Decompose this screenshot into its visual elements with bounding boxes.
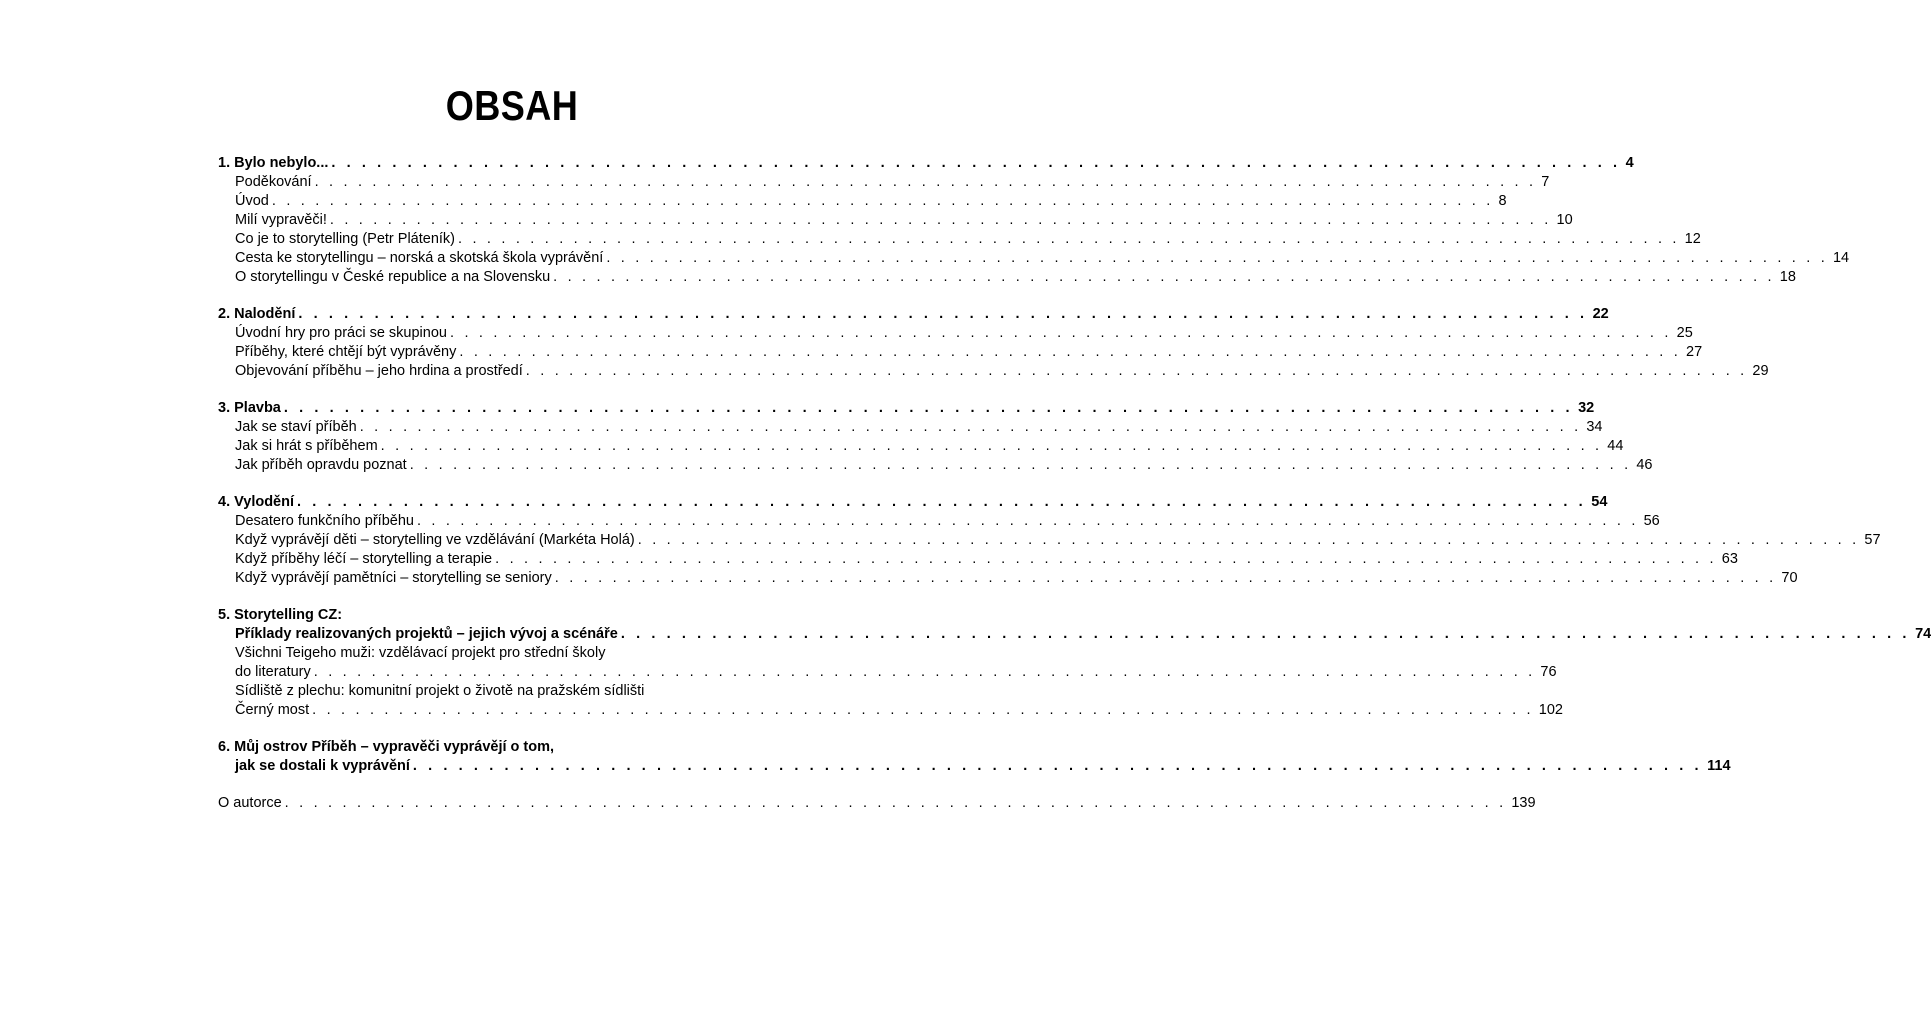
toc-section-3 bbox=[218, 399, 1653, 475]
entry-title: Milí vypravěči! bbox=[235, 212, 327, 228]
dot-leader: . . . . . . . . . . . . . . . . . . . . . . . . . . . . . . . . . . . . . . . . . . . . . . . . . . . . . . . . . . . . . . . . . . . . . . . . . . . . . . . . . . . . . bbox=[409, 457, 1632, 473]
toc-entry[interactable] bbox=[218, 249, 1850, 268]
page-number: 139 bbox=[1511, 795, 1536, 811]
entry-title: Příběhy, které chtějí být vyprávěny bbox=[235, 344, 457, 360]
dot-leader: . . . . . . . . . . . . . . . . . . . . . . . . . . . . . . . . . . . . . . . . . . . . . . . . . . . . . . . . . . . . . . . . . . . . . . . . . . . . . . . . . . . . . bbox=[283, 400, 1574, 416]
dot-leader: . . . . . . . . . . . . . . . . . . . . . . . . . . . . . . . . . . . . . . . . . . . . . . . . . . . . . . . . . . . . . . . . . . . . . . . . . . . . . . . . . . . . . bbox=[412, 758, 1703, 774]
dot-leader: . . . . . . . . . . . . . . . . . . . . . . . . . . . . . . . . . . . . . . . . . . . . . . . . . . . . . . . . . . . . . . . . . . . . . . . . . . . . . . . . . . . . . bbox=[284, 795, 1507, 811]
page-number: 114 bbox=[1707, 758, 1731, 774]
page-number: 10 bbox=[1556, 212, 1573, 228]
chapter-title: Příklady realizovaných projektů – jejich vývoj a scénáře bbox=[235, 626, 618, 642]
entry-title: Jak si hrát s příběhem bbox=[235, 438, 378, 454]
entry-title: Jak příběh opravdu poznat bbox=[235, 457, 407, 473]
page-number: 18 bbox=[1779, 269, 1796, 285]
chapter-title: 3. Plavba bbox=[218, 400, 281, 416]
toc-chapter-heading[interactable] bbox=[218, 399, 1595, 418]
toc-entry[interactable] bbox=[218, 343, 1703, 362]
toc-entry[interactable] bbox=[218, 268, 1796, 287]
dot-leader: . . . . . . . . . . . . . . . . . . . . . . . . . . . . . . . . . . . . . . . . . . . . . . . . . . . . . . . . . . . . . . . . . . . . . . . . . . . . . . . . . . . . . bbox=[449, 325, 1672, 341]
entry-title: Když vyprávějí pamětníci – storytelling se seniory bbox=[235, 570, 552, 586]
page-number: 46 bbox=[1636, 457, 1653, 473]
chapter-title: 1. Bylo nebylo... bbox=[218, 155, 329, 171]
page-number: 102 bbox=[1538, 702, 1563, 718]
page-number: 7 bbox=[1541, 174, 1550, 190]
dot-leader: . . . . . . . . . . . . . . . . . . . . . . . . . . . . . . . . . . . . . . . . . . . . . . . . . . . . . . . . . . . . . . . . . . . . . . . . . . . . . . . . . . . . . bbox=[554, 570, 1777, 586]
dot-leader: . . . . . . . . . . . . . . . . . . . . . . . . . . . . . . . . . . . . . . . . . . . . . . . . . . . . . . . . . . . . . . . . . . . . . . . . . . . . . . . . . . . . . bbox=[637, 532, 1860, 548]
dot-leader: . . . . . . . . . . . . . . . . . . . . . . . . . . . . . . . . . . . . . . . . . . . . . . . . . . . . . . . . . . . . . . . . . . . . . . . . . . . . . . . . . . . . . bbox=[606, 250, 1828, 266]
entry-title-line1[interactable]: Všichni Teigeho muži: vzdělávací projekt pro střední školy bbox=[235, 645, 606, 661]
dot-leader: . . . . . . . . . . . . . . . . . . . . . . . . . . . . . . . . . . . . . . . . . . . . . . . . . . . . . . . . . . . . . . . . . . . . . . . . . . . . . . . . . . . . . bbox=[271, 193, 1494, 209]
entry-title: Cesta ke storytellingu – norská a skotská škola vyprávění bbox=[235, 250, 604, 266]
toc-entry[interactable] bbox=[218, 324, 1693, 343]
page-number: 22 bbox=[1592, 306, 1609, 322]
page-number: 63 bbox=[1721, 551, 1738, 567]
page-number: 74 bbox=[1915, 626, 1931, 642]
page-number: 14 bbox=[1832, 250, 1850, 266]
page-number: 25 bbox=[1676, 325, 1693, 341]
chapter-title-line1[interactable]: 6. Můj ostrov Příběh – vypravěči vyprávějí o tom, bbox=[218, 739, 555, 755]
toc-entry[interactable] bbox=[218, 192, 1507, 211]
toc-section-2 bbox=[218, 305, 1769, 381]
toc-chapter-heading[interactable] bbox=[218, 305, 1609, 324]
toc-section-6 bbox=[218, 738, 1731, 776]
page-number: 29 bbox=[1752, 363, 1769, 379]
toc-chapter-heading[interactable] bbox=[218, 493, 1608, 512]
entry-title-line1[interactable]: Sídliště z plechu: komunitní projekt o životě na pražském sídlišti bbox=[235, 683, 645, 699]
toc-entry[interactable] bbox=[218, 550, 1738, 569]
dot-leader: . . . . . . . . . . . . . . . . . . . . . . . . . . . . . . . . . . . . . . . . . . . . . . . . . . . . . . . . . . . . . . . . . . . . . . . . . . . . . . . . . . . . . bbox=[620, 626, 1911, 642]
toc-entry[interactable] bbox=[218, 701, 1563, 720]
dot-leader: . . . . . . . . . . . . . . . . . . . . . . . . . . . . . . . . . . . . . . . . . . . . . . . . . . . . . . . . . . . . . . . . . . . . . . . . . . . . . . . . . . . . . bbox=[331, 155, 1621, 171]
toc-entry[interactable] bbox=[218, 211, 1573, 230]
toc-entry[interactable] bbox=[218, 569, 1798, 588]
page-number: 76 bbox=[1540, 664, 1557, 680]
entry-title: Úvod bbox=[235, 193, 269, 209]
entry-title: Poděkování bbox=[235, 174, 312, 190]
page-number: 12 bbox=[1684, 231, 1701, 247]
dot-leader: . . . . . . . . . . . . . . . . . . . . . . . . . . . . . . . . . . . . . . . . . . . . . . . . . . . . . . . . . . . . . . . . . . . . . . . . . . . . . . . . . . . . . bbox=[459, 344, 1681, 360]
page-number: 54 bbox=[1591, 494, 1608, 510]
entry-title: O storytellingu v České republice a na Slovensku bbox=[235, 269, 551, 285]
dot-leader: . . . . . . . . . . . . . . . . . . . . . . . . . . . . . . . . . . . . . . . . . . . . . . . . . . . . . . . . . . . . . . . . . . . . . . . . . . . . . . . . . . . . . bbox=[359, 419, 1582, 435]
toc-entry[interactable] bbox=[218, 531, 1881, 550]
chapter-title: 2. Nalodění bbox=[218, 306, 296, 322]
page-number: 44 bbox=[1607, 438, 1624, 454]
page-number: 34 bbox=[1586, 419, 1603, 435]
page-number: 57 bbox=[1864, 532, 1881, 548]
dot-leader: . . . . . . . . . . . . . . . . . . . . . . . . . . . . . . . . . . . . . . . . . . . . . . . . . . . . . . . . . . . . . . . . . . . . . . . . . . . . . . . . . . . . . bbox=[314, 174, 1537, 190]
toc-chapter-heading[interactable] bbox=[218, 154, 1634, 173]
dot-leader: . . . . . . . . . . . . . . . . . . . . . . . . . . . . . . . . . . . . . . . . . . . . . . . . . . . . . . . . . . . . . . . . . . . . . . . . . . . . . . . . . . . . . bbox=[380, 438, 1603, 454]
toc-entry[interactable] bbox=[218, 437, 1624, 456]
entry-title: Když příběhy léčí – storytelling a terapie bbox=[235, 551, 493, 567]
chapter-title-line1[interactable]: 5. Storytelling CZ: bbox=[218, 607, 343, 623]
page-number: 56 bbox=[1643, 513, 1660, 529]
toc-entry[interactable] bbox=[218, 512, 1660, 531]
toc-entry[interactable] bbox=[218, 418, 1603, 437]
entry-title: Černý most bbox=[235, 702, 310, 718]
chapter-title: 4. Vylodění bbox=[218, 494, 295, 510]
entry-title: O autorce bbox=[218, 795, 282, 811]
dot-leader: . . . . . . . . . . . . . . . . . . . . . . . . . . . . . . . . . . . . . . . . . . . . . . . . . . . . . . . . . . . . . . . . . . . . . . . . . . . . . . . . . . . . . bbox=[553, 269, 1775, 285]
page-number: 27 bbox=[1686, 344, 1703, 360]
toc-section-1 bbox=[218, 154, 1850, 287]
page-number: 70 bbox=[1781, 570, 1798, 586]
toc-entry[interactable] bbox=[218, 663, 1557, 682]
chapter-title: jak se dostali k vyprávění bbox=[235, 758, 410, 774]
toc-chapter-heading[interactable] bbox=[218, 625, 1931, 644]
entry-title: Desatero funkčního příběhu bbox=[235, 513, 414, 529]
page-title: OBSAH bbox=[445, 82, 579, 129]
entry-title: Co je to storytelling (Petr Pláteník) bbox=[235, 231, 456, 247]
dot-leader: . . . . . . . . . . . . . . . . . . . . . . . . . . . . . . . . . . . . . . . . . . . . . . . . . . . . . . . . . . . . . . . . . . . . . . . . . . . . . . . . . . . . . bbox=[312, 702, 1534, 718]
dot-leader: . . . . . . . . . . . . . . . . . . . . . . . . . . . . . . . . . . . . . . . . . . . . . . . . . . . . . . . . . . . . . . . . . . . . . . . . . . . . . . . . . . . . . bbox=[297, 494, 1587, 510]
toc-entry[interactable] bbox=[218, 230, 1701, 249]
page-number: 4 bbox=[1625, 155, 1634, 171]
page-number: 8 bbox=[1498, 193, 1507, 209]
entry-title: Úvodní hry pro práci se skupinou bbox=[235, 325, 447, 341]
entry-title: do literatury bbox=[235, 664, 311, 680]
dot-leader: . . . . . . . . . . . . . . . . . . . . . . . . . . . . . . . . . . . . . . . . . . . . . . . . . . . . . . . . . . . . . . . . . . . . . . . . . . . . . . . . . . . . . bbox=[525, 363, 1748, 379]
toc-entry[interactable] bbox=[218, 362, 1769, 381]
dot-leader: . . . . . . . . . . . . . . . . . . . . . . . . . . . . . . . . . . . . . . . . . . . . . . . . . . . . . . . . . . . . . . . . . . . . . . . . . . . . . . . . . . . . . bbox=[329, 212, 1552, 228]
toc-entry[interactable] bbox=[218, 456, 1653, 475]
dot-leader: . . . . . . . . . . . . . . . . . . . . . . . . . . . . . . . . . . . . . . . . . . . . . . . . . . . . . . . . . . . . . . . . . . . . . . . . . . . . . . . . . . . . . bbox=[313, 664, 1536, 680]
toc-section-5 bbox=[218, 606, 1931, 720]
table-of-contents bbox=[218, 154, 1931, 813]
entry-title: Když vyprávějí děti – storytelling ve vzdělávání (Markéta Holá) bbox=[235, 532, 635, 548]
dot-leader: . . . . . . . . . . . . . . . . . . . . . . . . . . . . . . . . . . . . . . . . . . . . . . . . . . . . . . . . . . . . . . . . . . . . . . . . . . . . . . . . . . . . . bbox=[495, 551, 1717, 567]
entry-title: Jak se staví příběh bbox=[235, 419, 357, 435]
page-number: 32 bbox=[1578, 400, 1595, 416]
toc-entry[interactable] bbox=[218, 173, 1550, 192]
dot-leader: . . . . . . . . . . . . . . . . . . . . . . . . . . . . . . . . . . . . . . . . . . . . . . . . . . . . . . . . . . . . . . . . . . . . . . . . . . . . . . . . . . . . . bbox=[416, 513, 1639, 529]
dot-leader: . . . . . . . . . . . . . . . . . . . . . . . . . . . . . . . . . . . . . . . . . . . . . . . . . . . . . . . . . . . . . . . . . . . . . . . . . . . . . . . . . . . . . bbox=[298, 306, 1588, 322]
entry-title: Objevování příběhu – jeho hrdina a prostředí bbox=[235, 363, 523, 379]
toc-section-4 bbox=[218, 493, 1881, 588]
dot-leader: . . . . . . . . . . . . . . . . . . . . . . . . . . . . . . . . . . . . . . . . . . . . . . . . . . . . . . . . . . . . . . . . . . . . . . . . . . . . . . . . . . . . . bbox=[458, 231, 1680, 247]
toc-entry-about-author[interactable] bbox=[218, 794, 1536, 813]
toc-chapter-heading[interactable] bbox=[218, 757, 1731, 776]
